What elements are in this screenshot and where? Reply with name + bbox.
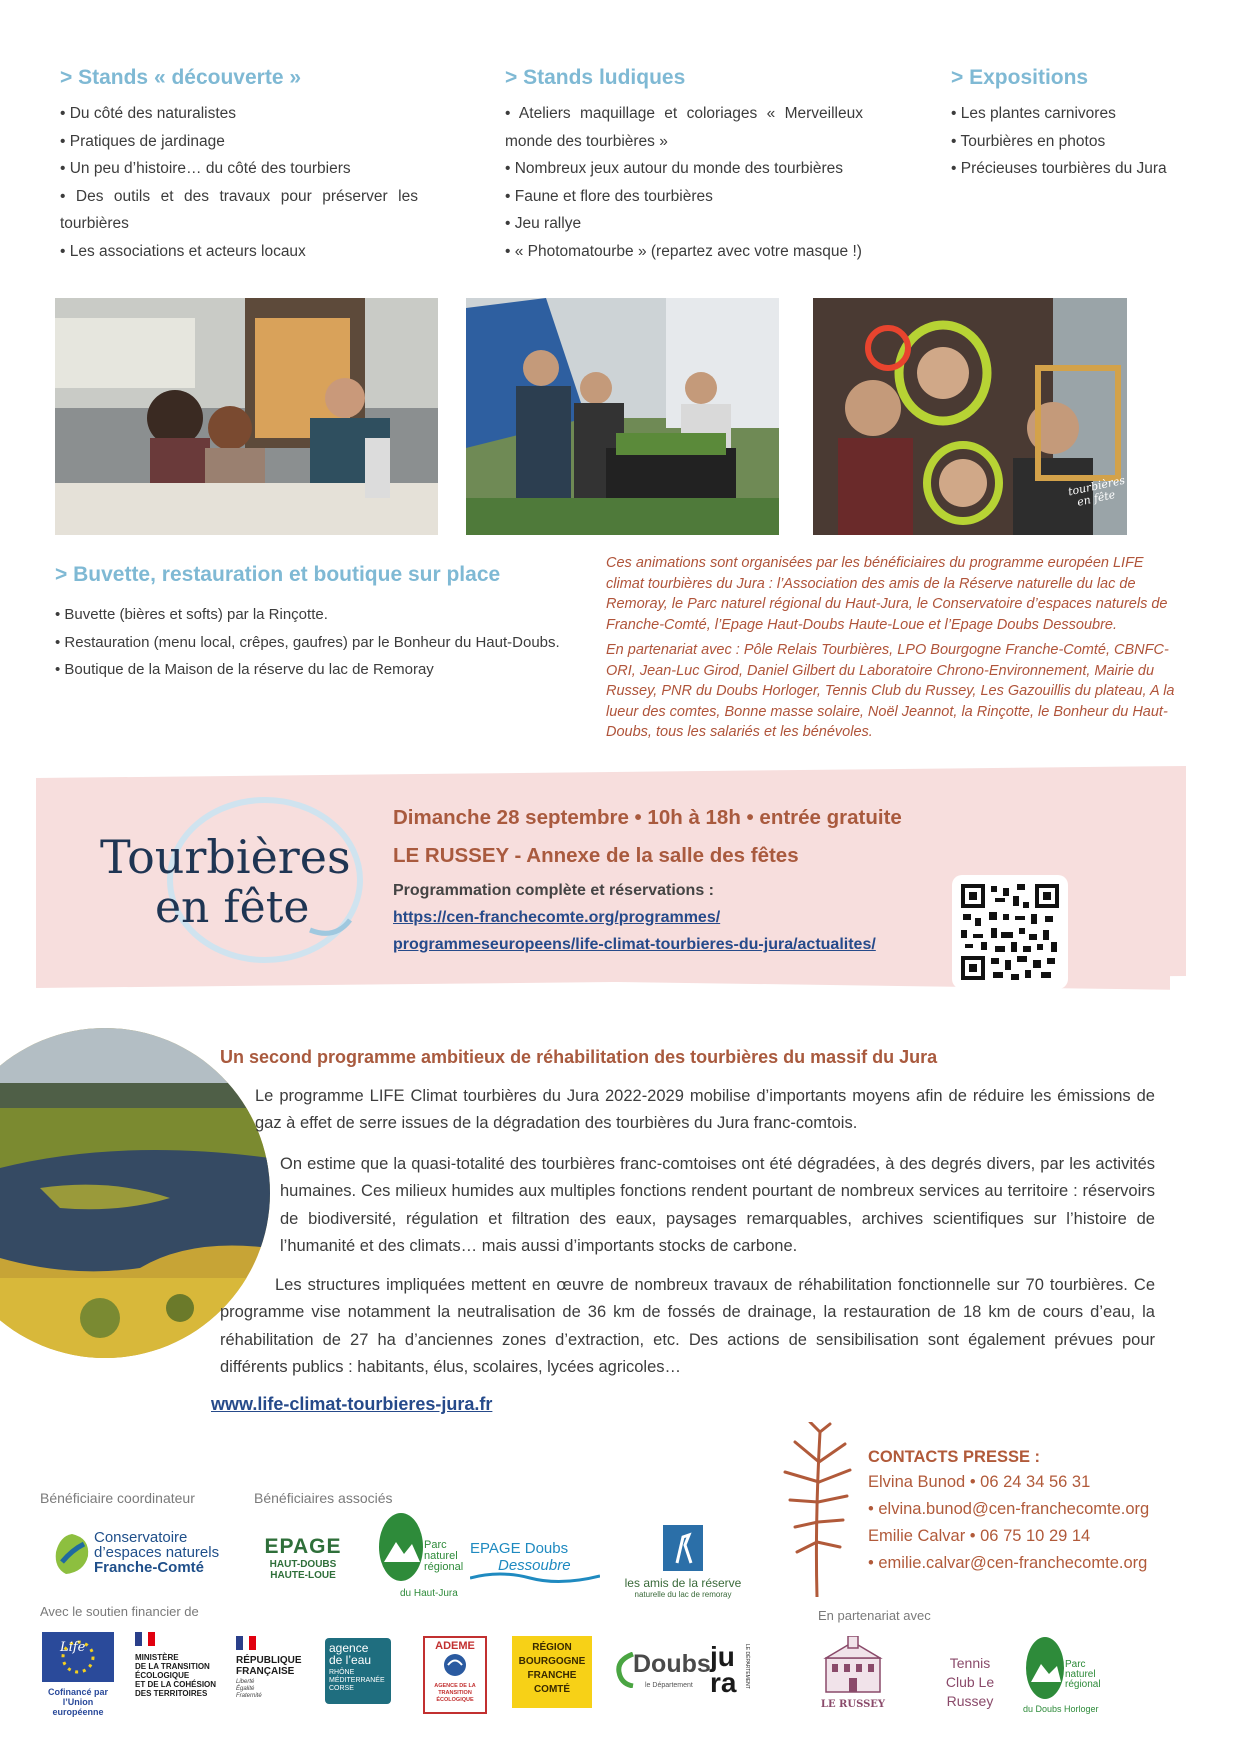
logo-line2: en fête [155, 882, 310, 933]
town-hall-icon [820, 1636, 886, 1694]
region-bfc-logo [512, 1636, 592, 1708]
tennis-line: Russey [946, 1693, 994, 1709]
press-contacts [868, 1448, 1208, 1577]
pnr-logo-line: régional [424, 1561, 464, 1573]
coordinator-label: Bénéficiaire coordinateur [40, 1490, 195, 1506]
le-russey-logo [818, 1636, 888, 1712]
associates-label: Bénéficiaires associés [254, 1490, 393, 1506]
agence-line: CORSE [329, 1685, 354, 1692]
event-info [393, 806, 953, 958]
epage-logo-word: EPAGE [264, 1535, 342, 1558]
item-list [951, 100, 1211, 183]
logo-line1: Tourbières [100, 830, 351, 884]
agence-eau-logo [325, 1638, 391, 1704]
agence-line: agence [329, 1641, 369, 1655]
eu-logo-line: l’Union européenne [52, 1697, 104, 1717]
doubs-departement-logo [615, 1650, 711, 1700]
list-item: • Du côté des naturalistes [60, 105, 237, 122]
ministere-line: DES TERRITOIRES [135, 1689, 208, 1698]
pnr-doubs-horloger-logo [1025, 1636, 1105, 1722]
buvette-title: > Buvette, restauration et boutique sur place [55, 563, 501, 586]
contact-line: Emilie Calvar • 06 75 10 29 14 [868, 1527, 1091, 1545]
photo-carnivorous-plants-stand [466, 298, 779, 535]
list-item: • Boutique de la Maison de la réserve du lac de Remoray [55, 661, 434, 678]
region-line: BOURGOGNE [518, 1656, 586, 1667]
ministere-logo [135, 1632, 235, 1712]
list-item: • « Photomatourbe » (repartez avec votre masque !) [505, 242, 862, 260]
amis-logo-line: naturelle du lac de remoray [634, 1590, 732, 1599]
column-title: > Expositions [951, 66, 1089, 89]
eu-life-word: Life [60, 1640, 86, 1655]
pnr-dh-line: Parc [1065, 1659, 1086, 1670]
website-link[interactable]: www.life-climat-tourbieres-jura.fr [211, 1394, 493, 1414]
event-place: LE RUSSEY - Annexe de la salle des fêtes [393, 844, 799, 867]
ademe-line: TRANSITION [438, 1690, 472, 1696]
pnr-logo-line: Parc [424, 1539, 447, 1551]
program-text-2 [280, 1151, 1155, 1260]
program-text [255, 1083, 1155, 1138]
qr-code-icon [961, 884, 1059, 980]
column-ludiques [505, 66, 863, 265]
amis-reserve-logo [618, 1525, 748, 1605]
tennis-club-logo [935, 1654, 1005, 1714]
ministere-line: ÉCOLOGIQUE [135, 1671, 190, 1680]
jura-sub: LE DÉPARTEMENT [744, 1644, 750, 1689]
support-label: Avec le soutien financier de [40, 1604, 199, 1619]
cen-logo-line: Conservatoire [94, 1529, 188, 1546]
epage-logo-line: HAUTE-LOUE [270, 1570, 336, 1581]
heron-icon [663, 1525, 703, 1571]
list-item: • Restauration (menu local, crêpes, gaufres) par le Bonheur du Haut-Doubs. [55, 633, 560, 651]
qr-code[interactable] [952, 875, 1068, 989]
pnr-logo-line: du Haut-Jura [400, 1588, 458, 1599]
pnr-logo-line: naturel [424, 1550, 458, 1562]
column-title: > Stands ludiques [505, 66, 686, 89]
program-text-3 [220, 1272, 1155, 1381]
ademe-logo [423, 1636, 487, 1714]
ademe-line: ÉCOLOGIQUE [436, 1697, 474, 1703]
republique-motto: Égalité [236, 1686, 255, 1692]
cen-franche-comte-logo [52, 1528, 242, 1588]
epage-haut-doubs-logo [258, 1535, 348, 1595]
republique-line: RÉPUBLIQUE [236, 1655, 302, 1666]
republique-line: FRANÇAISE [236, 1666, 295, 1677]
photo-photomatourbe-masks [813, 298, 1127, 535]
ademe-line: AGENCE DE LA [434, 1683, 476, 1689]
jura-word: jura [710, 1641, 737, 1698]
program-title: Un second programme ambitieux de réhabilitation des tourbières du massif du Jura [220, 1047, 938, 1067]
program-paragraph-3: Les structures impliquées mettent en œuvre de nombreux travaux de réhabilitation fonctionnelle sur 70 tourbières. Ce programme vise notamment la neutralisation de 36 km de fossés de drainage, la restauration de 18 km de cours d’eau, la réhabilitation de 27 ha d’anciennes zones d’extraction, etc. Des actions de sensibilisation sont également prévues pour différents publics : habitants, élus, scolaires, lycées agricoles… [220, 1276, 1155, 1376]
agence-line: de l’eau [329, 1653, 372, 1667]
pnr-dh-line: régional [1065, 1679, 1101, 1690]
column-title: > Stands « découverte » [60, 66, 302, 89]
programme-label: Programmation complète et réservations : [393, 882, 714, 899]
organizers-note [606, 553, 1181, 743]
program-paragraph-1: Le programme LIFE Climat tourbières du Jura 2022-2029 mobilise d’importants moyens afin de réduire les émissions de gaz à effet de serre issues de la dégradation des tourbières du Jura franc-comtois. [255, 1087, 1155, 1133]
column-expositions [951, 66, 1211, 183]
contact-email[interactable]: • emilie.calvar@cen-franchecomte.org [868, 1554, 1148, 1572]
republique-motto: Fraternité [236, 1693, 262, 1699]
epage2-logo-line: Dessoubre [498, 1557, 571, 1574]
republique-francaise-logo [236, 1636, 316, 1712]
pnr-dh-line: naturel [1065, 1669, 1096, 1680]
tourbieres-en-fete-badge: tourbières en fête [1066, 473, 1127, 509]
region-line: COMTÉ [533, 1684, 571, 1695]
event-date: Dimanche 28 septembre • 10h à 18h • entrée gratuite [393, 806, 902, 829]
republique-motto: Liberté [236, 1679, 255, 1685]
ministere-line: DE LA TRANSITION [135, 1662, 210, 1671]
epage-logo-line: HAUT-DOUBS [269, 1559, 337, 1570]
doubs-word: Doubs [633, 1650, 711, 1678]
item-list [60, 100, 418, 265]
buvette-list [55, 601, 595, 684]
tennis-line: Tennis [949, 1655, 991, 1671]
item-list [505, 100, 863, 265]
tourbieres-en-fete-logo [100, 790, 380, 970]
ademe-globe-icon [442, 1652, 468, 1678]
list-item: • Les plantes carnivores [951, 105, 1116, 122]
region-line: RÉGION [532, 1642, 572, 1653]
pnr-dh-line: du Doubs Horloger [1023, 1704, 1099, 1714]
programme-link-line2[interactable]: programmeseuropeens/life-climat-tourbieres-du-jura/actualites/ [393, 936, 876, 953]
contact-email[interactable]: • elvina.bunod@cen-franchecomte.org [868, 1500, 1150, 1518]
ministere-line: ET DE LA COHÉSION [135, 1680, 217, 1689]
list-item: • Faune et flore des tourbières [505, 187, 713, 205]
partner-label: En partenariat avec [818, 1608, 931, 1623]
cen-logo-line: Franche-Comté [94, 1559, 205, 1576]
list-item: • Des outils et des travaux pour préserver les tourbières [60, 187, 418, 232]
list-item: • Jeu rallye [505, 215, 582, 232]
list-item: • Tourbières en photos [951, 132, 1106, 150]
eu-logo-line: Cofinancé par [47, 1687, 108, 1697]
list-item: • Buvette (bières et softs) par la Rinçotte. [55, 606, 328, 623]
ademe-word: ADEME [435, 1640, 475, 1652]
list-item: • Les associations et acteurs locaux [60, 242, 306, 260]
marianne-flag-icon [135, 1632, 155, 1646]
list-item: • Ateliers maquillage et coloriages « Merveilleux monde des tourbières » [505, 105, 863, 150]
doubs-sub: le Département [645, 1682, 693, 1689]
agence-line: RHÔNE [329, 1669, 355, 1676]
pnr-oval-icon [1025, 1636, 1065, 1700]
list-item: • Pratiques de jardinage [60, 132, 225, 150]
epage-doubs-dessoubre-logo [470, 1540, 600, 1590]
contacts-title: CONTACTS PRESSE : [868, 1448, 1041, 1466]
pnr-oval-icon [378, 1512, 424, 1582]
list-item: • Précieuses tourbières du Jura [951, 160, 1167, 177]
list-item: • Nombreux jeux autour du monde des tourbières [505, 160, 844, 177]
buvette-section [55, 563, 595, 684]
amis-logo-line: les amis de la réserve [624, 1576, 742, 1590]
tennis-line: Club Le [945, 1674, 995, 1690]
cen-logo-line: d’espaces naturels [94, 1544, 220, 1561]
region-line: FRANCHE [527, 1670, 577, 1681]
agence-line: MÉDITERRANÉE [329, 1677, 385, 1684]
organizers-paragraph: Ces animations sont organisées par les bénéficiaires du programme européen LIFE climat tourbières du Jura : l’Association des amis de la Réserve naturelle du lac de Remoray, le Parc naturel régional du Haut-Jura, le Conservatoire d’espaces naturels de Franche-Comté, l’Epage Haut-Doubs Haute-Loue et l’Epage Doubs Dessoubre. [606, 555, 1168, 633]
list-item: • Un peu d’histoire… du côté des tourbiers [60, 160, 351, 177]
photo-naturalists-microscope [55, 298, 438, 535]
russey-word: LE RUSSEY [820, 1699, 886, 1710]
ministere-line: MINISTÈRE [135, 1653, 179, 1662]
program-paragraph-2: On estime que la quasi-totalité des tourbières franc-comtoises ont été dégradées, à des degrés divers, par les activités humaines. Ces milieux humides aux multiples fonctions rendent pourtant de nombreux services au territoire : réservoirs de biodiversité, régulation et filtration des eaux, paysages remarquables, archives scientifiques sur l’histoire de l’humanité et des climats… mais aussi d’importants stocks de carbone. [280, 1155, 1155, 1255]
marianne-flag-icon [236, 1636, 256, 1650]
cen-leaf-icon [52, 1532, 92, 1576]
jura-departement-logo [710, 1641, 760, 1710]
programme-link-line1[interactable]: https://cen-franchecomte.org/programmes/ [393, 909, 721, 926]
pnr-haut-jura-logo [378, 1512, 464, 1604]
wave-icon [470, 1570, 600, 1586]
partners-paragraph: En partenariat avec : Pôle Relais Tourbières, LPO Bourgogne Franche-Comté, CBNFC-ORI, Jean-Luc Girod, Daniel Gilbert du Laboratoire Chrono-Environnement, Mairie du Russey, PNR du Doubs Horloger, Tennis Club du Russey, Les Gazouillis du plateau, A la lueur des comtes, Bonne masse solaire, Noël Jeannot, la Rinçotte, le Bonheur du Haut-Doubs, tous les salariés et les bénévoles. [606, 642, 1175, 740]
contact-line: Elvina Bunod • 06 24 34 56 31 [868, 1473, 1091, 1491]
sundew-plant-icon [775, 1422, 855, 1597]
column-decouverte [60, 66, 418, 265]
epage2-logo-line: EPAGE Doubs [470, 1540, 569, 1557]
